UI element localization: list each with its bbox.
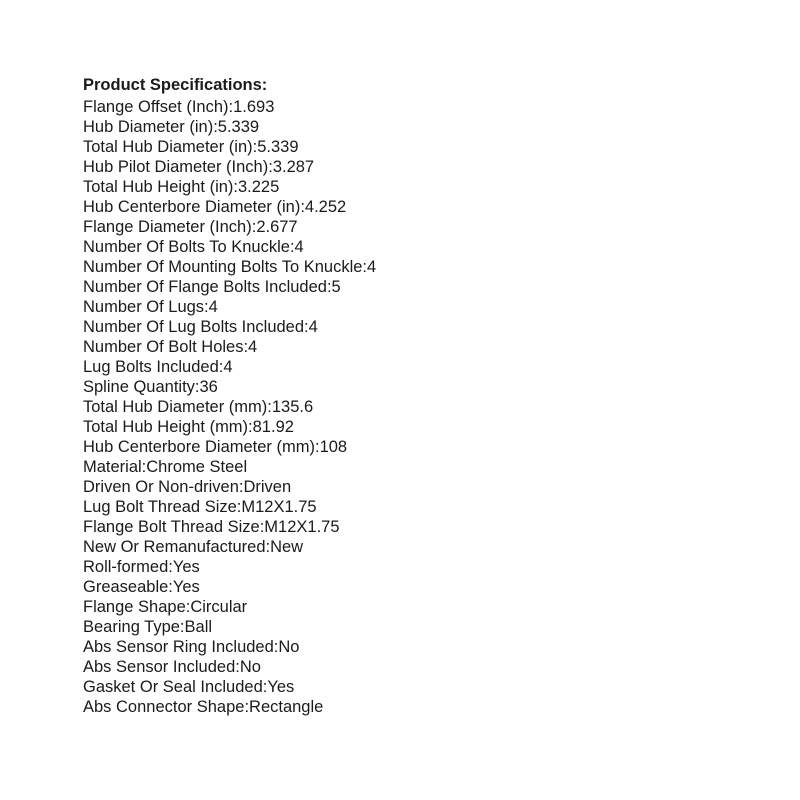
spec-row: Hub Pilot Diameter (Inch):3.287 xyxy=(83,158,315,176)
spec-row: Total Hub Height (mm):81.92 xyxy=(83,418,294,436)
spec-row: Spline Quantity:36 xyxy=(83,378,218,396)
spec-row: Flange Offset (Inch):1.693 xyxy=(83,98,275,116)
spec-row: Abs Sensor Ring Included:No xyxy=(83,638,300,656)
product-specifications-block xyxy=(83,75,376,717)
spec-row: New Or Remanufactured:New xyxy=(83,538,304,556)
spec-row: Number Of Bolts To Knuckle:4 xyxy=(83,238,304,256)
spec-row: Flange Shape:Circular xyxy=(83,598,248,616)
spec-row: Driven Or Non-driven:Driven xyxy=(83,478,292,496)
spec-row: Flange Diameter (Inch):2.677 xyxy=(83,218,298,236)
spec-row: Lug Bolts Included:4 xyxy=(83,358,233,376)
spec-row: Abs Sensor Included:No xyxy=(83,658,261,676)
spec-row: Greaseable:Yes xyxy=(83,578,200,596)
spec-row: Material:Chrome Steel xyxy=(83,458,248,476)
spec-row: Roll-formed:Yes xyxy=(83,558,200,576)
spec-row: Hub Centerbore Diameter (mm):108 xyxy=(83,438,348,456)
spec-row: Number Of Mounting Bolts To Knuckle:4 xyxy=(83,258,377,276)
spec-row: Number Of Lugs:4 xyxy=(83,298,218,316)
spec-row: Total Hub Diameter (in):5.339 xyxy=(83,138,299,156)
spec-title: Product Specifications: xyxy=(83,76,268,94)
spec-row: Number Of Bolt Holes:4 xyxy=(83,338,258,356)
spec-row: Bearing Type:Ball xyxy=(83,618,213,636)
spec-row: Number Of Flange Bolts Included:5 xyxy=(83,278,341,296)
spec-row: Total Hub Height (in):3.225 xyxy=(83,178,280,196)
spec-row: Lug Bolt Thread Size:M12X1.75 xyxy=(83,498,317,516)
spec-row: Total Hub Diameter (mm):135.6 xyxy=(83,398,314,416)
spec-row: Flange Bolt Thread Size:M12X1.75 xyxy=(83,518,340,536)
spec-row: Hub Centerbore Diameter (in):4.252 xyxy=(83,198,347,216)
spec-row: Gasket Or Seal Included:Yes xyxy=(83,678,295,696)
spec-row: Hub Diameter (in):5.339 xyxy=(83,118,260,136)
spec-row: Number Of Lug Bolts Included:4 xyxy=(83,318,318,336)
spec-row: Abs Connector Shape:Rectangle xyxy=(83,698,324,716)
spec-list xyxy=(83,97,376,717)
